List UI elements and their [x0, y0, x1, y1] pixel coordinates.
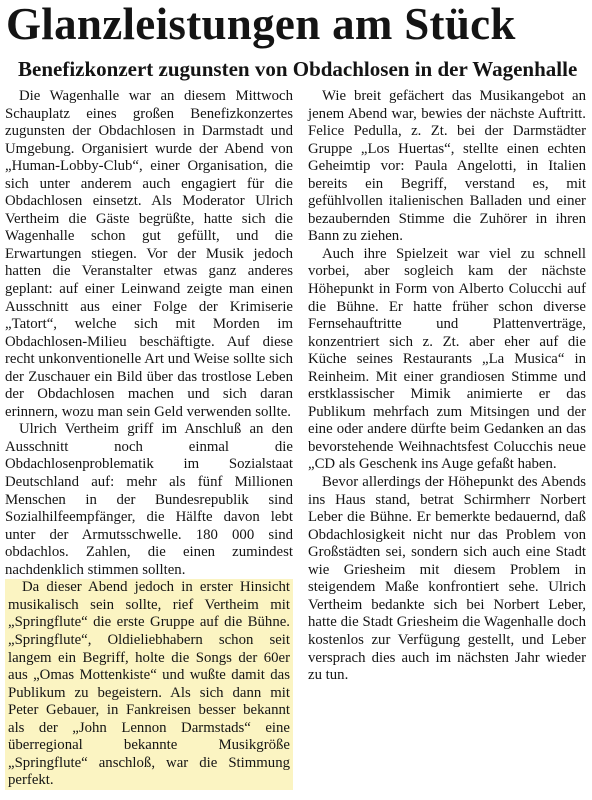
paragraph-leber: Bevor allerdings der Höhepunkt des Abends ins Haus stand, betrat Schirmherr Norbert Leber die Bühne. Er bemerkte bedauernd, daß Obdachlosigkeit nicht nur das Problem von Großstädten sei, sondern sich auch eine Stadt wie Griesheim mit diesem Problem in steigendem Maße konfrontiert sehe. Ulrich Vertheim bedankte sich bei Norbert Leber, hatte die Stadt Griesheim die Wagenhalle doch kostenlos zur Verfügung gestellt, und Leber versprach dies auch im nächsten Jahr wieder zu tun. — [308, 474, 586, 684]
paragraph-pedulla: Wie breit gefächert das Musikangebot an jenem Abend war, bewies der nächste Auftritt. Felice Pedulla, z. Zt. bei der Darmstädter Gruppe „Los Huertas“, stellte einen echten Geheimtip vor: Paula Angelotti, in Italien bereits ein Begriff, verstand es, mit gefühlvollen italienischen Balladen und einer bezaubernden Stimme die Zuhörer in ihren Bann zu ziehen. — [308, 88, 586, 245]
article-column-left — [5, 88, 293, 790]
article-subheadline: Benefizkonzert zugunsten von Obdachlosen in der Wagenhalle — [18, 57, 578, 81]
paragraph-intro: Die Wagenhalle war an diesem Mittwoch Schauplatz eines großen Benefizkonzertes zugunsten der Obdachlosen in Darmstadt und Umgebung. Organisiert wurde der Abend von „Human-Lobby-Club“, einer Organisation, die sich unter anderem auch engagiert für die Obdachlosen einsetzt. Als Moderator Ulrich Vertheim die Gäste begrüßte, hatte sich die Wagenhalle schon gut gefüllt, und die Erwartungen stiegen. Vor der Musik jedoch hatten die Veranstalter etwas ganz anderes geplant: auf einer Leinwand zeigte man einen Ausschnitt aus einer Folge der Krimiserie „Tatort“, welche sich mit Morden im Obdachlosen-Milieu beschäftigte. Auf diese recht unkonventionelle Art und Weise sollte sich der Zuschauer ein Bild über das trostlose Leben der Obdachlosen machen und sich daran erinnern, wozu man sein Geld verwenden sollte. — [5, 88, 293, 420]
article-column-right — [308, 88, 586, 685]
article-headline: Glanzleistungen am Stück — [6, 0, 516, 49]
paragraph-colucchi: Auch ihre Spielzeit war viel zu schnell vorbei, aber sogleich kam der nächste Höhepunkt in Form von Alberto Colucchi auf die Bühne. Er hatte früher schon diverse Fernsehauftritte und Plattenverträge, konzentriert sich z. Zt. aber eher auf die Küche seines Restaurants „La Musica“ in Reinheim. Mit einer grandiosen Stimme und erstklassischer Mimik animierte er das Publikum mehrfach zum Mitsingen und der eine oder andere dürfte beim Gedanken an das bevorstehende Weihnachtsfest Colucchis neue „CD als Geschenk ins Auge gefaßt haben. — [308, 245, 586, 473]
paragraph-statistics: Ulrich Vertheim griff im Anschluß an den Ausschnitt noch einmal die Obdachlosenproblematik im Sozialstaat Deutschland auf: mehr als fünf Millionen Menschen in der Bundesrepublik sind Sozialhilfeempfänger, die Hälfte davon lebt unter der Armutsschwelle. 180 000 sind obdachlos. Zahlen, die einen zumindest nachdenklich stimmen sollten. — [5, 421, 293, 578]
paragraph-springflute-highlighted: Da dieser Abend jedoch in erster Hinsicht musikalisch sein sollte, rief Vertheim mit „Springflute“ die erste Gruppe auf die Bühne. „Springflute“, Oldieliebhabern schon seit langem ein Begriff, holte die Songs der 60er aus „Omas Mottenkiste“ und wußte damit das Publikum zu begeistern. Als sich dann mit Peter Gebauer, in Fankreisen besser bekannt als der „John Lennon Darmstads“ eine überregional bekannte Musikgröße „Springflute“ anschloß, war die Stimmung perfekt. — [5, 579, 293, 790]
